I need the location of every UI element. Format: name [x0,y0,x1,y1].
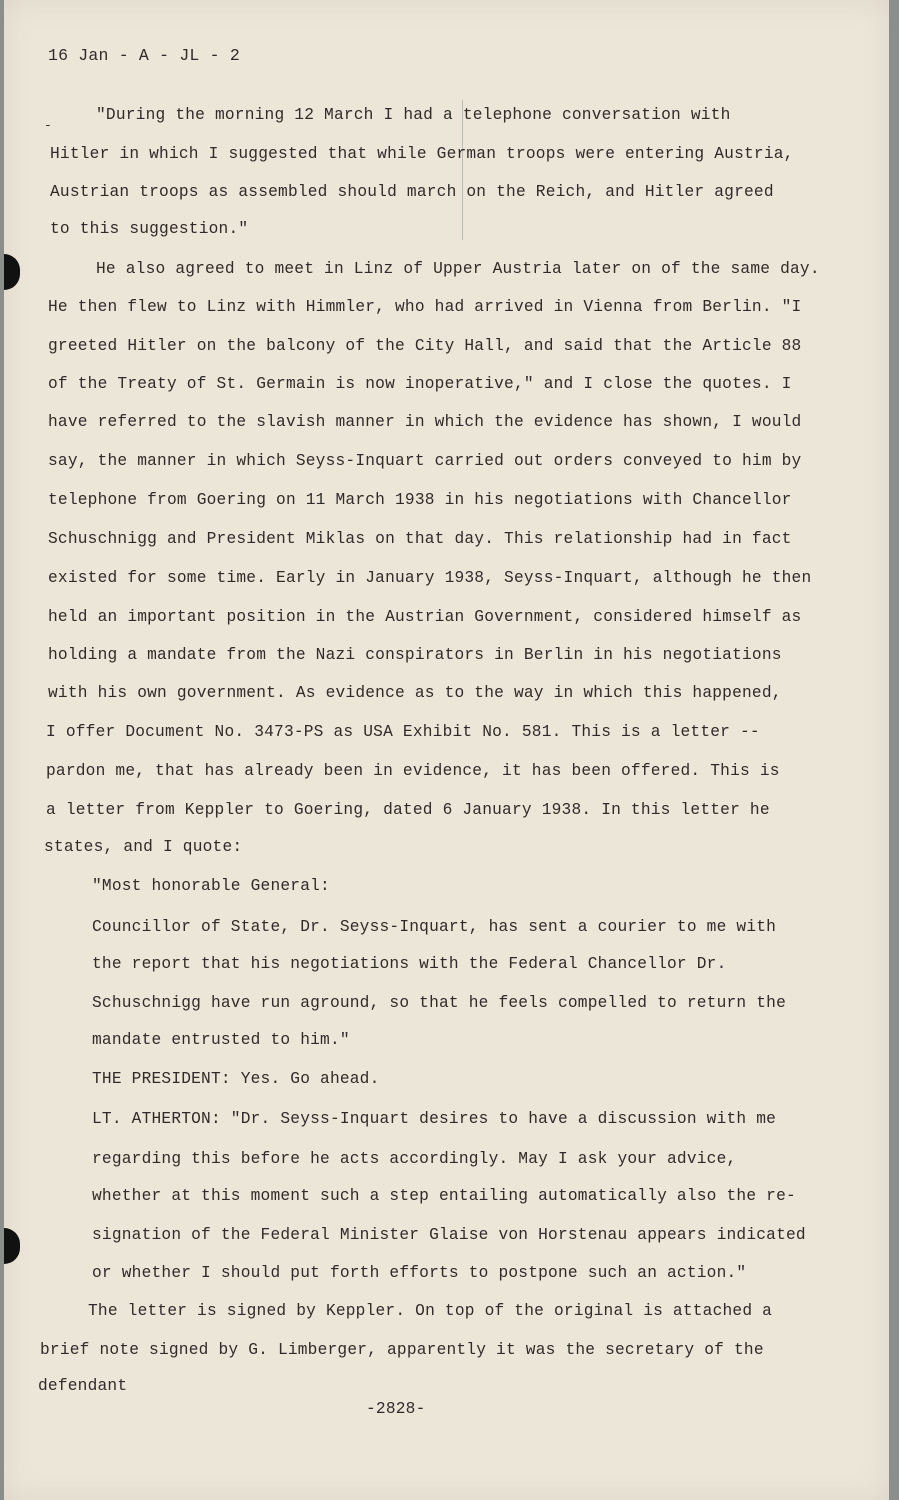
text-line: pardon me, that has already been in evidence, it has been offered. This is [46,762,780,780]
punch-hole-top [4,254,20,290]
text-line: holding a mandate from the Nazi conspirators in Berlin in his negotiations [48,646,782,664]
text-line: The letter is signed by Keppler. On top of the original is attached a [88,1302,773,1320]
text-line: existed for some time. Early in January 1938, Seyss-Inquart, although he then [48,569,812,587]
page-number: -2828- [366,1400,426,1418]
text-line: Councillor of State, Dr. Seyss-Inquart, has sent a courier to me with [92,918,777,936]
text-line: "Most honorable General: [92,877,330,895]
text-line: the report that his negotiations with the Federal Chancellor Dr. [92,955,727,973]
text-line: brief note signed by G. Limberger, apparently it was the secretary of the [40,1341,764,1359]
text-line: greeted Hitler on the balcony of the City Hall, and said that the Article 88 [48,337,802,355]
text-line: telephone from Goering on 11 March 1938 in his negotiations with Chancellor [48,491,792,509]
page-header: 16 Jan - A - JL - 2 [48,46,240,65]
text-line: with his own government. As evidence as to the way in which this happened, [48,684,782,702]
text-line: defendant [38,1377,128,1395]
text-line: He also agreed to meet in Linz of Upper Austria later on of the same day. [96,260,820,278]
text-line: I offer Document No. 3473-PS as USA Exhibit No. 581. This is a letter -- [46,723,760,741]
text-line: have referred to the slavish manner in which the evidence has shown, I would [48,413,802,431]
text-line: a letter from Keppler to Goering, dated 6 January 1938. In this letter he [46,801,770,819]
text-line: Austrian troops as assembled should march on the Reich, and Hitler agreed [50,183,774,201]
text-line: regarding this before he acts accordingly. May I ask your advice, [92,1150,737,1168]
margin-dash: - [44,118,52,133]
text-line: signation of the Federal Minister Glaise von Horstenau appears indicated [92,1226,806,1244]
document-page [4,0,889,1500]
text-line: whether at this moment such a step entailing automatically also the re- [92,1187,796,1205]
text-line: mandate entrusted to him." [92,1031,350,1049]
text-line: Schuschnigg have run aground, so that he feels compelled to return the [92,994,786,1012]
text-line: Hitler in which I suggested that while German troops were entering Austria, [50,145,794,163]
text-line: Schuschnigg and President Miklas on that day. This relationship had in fact [48,530,792,548]
text-line: LT. ATHERTON: "Dr. Seyss-Inquart desires to have a discussion with me [92,1110,777,1128]
text-line: held an important position in the Austrian Government, considered himself as [48,608,802,626]
text-line: "During the morning 12 March I had a telephone conversation with [96,106,731,124]
scan-edge [889,0,899,1500]
text-line: He then flew to Linz with Himmler, who had arrived in Vienna from Berlin. "I [48,298,802,316]
punch-hole-bottom [4,1228,20,1264]
text-line: states, and I quote: [44,838,243,856]
text-line: THE PRESIDENT: Yes. Go ahead. [92,1070,380,1088]
text-line: or whether I should put forth efforts to postpone such an action." [92,1264,747,1282]
text-line: say, the manner in which Seyss-Inquart carried out orders conveyed to him by [48,452,802,470]
text-line: of the Treaty of St. Germain is now inoperative," and I close the quotes. I [48,375,792,393]
text-line: to this suggestion." [50,220,249,238]
